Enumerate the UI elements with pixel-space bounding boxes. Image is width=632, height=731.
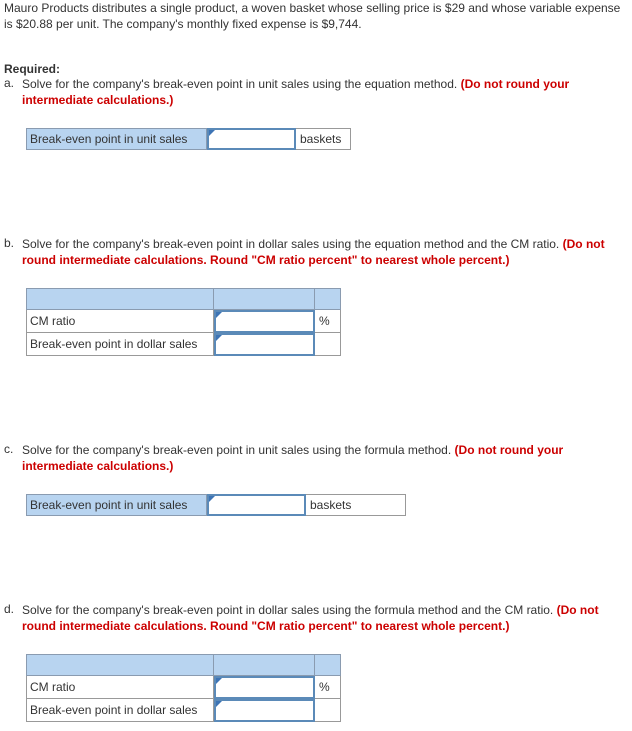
part-b-header-cell	[315, 288, 341, 310]
part-a-question	[4, 76, 624, 110]
part-a-row-label: Break-even point in unit sales	[26, 128, 207, 150]
part-d-text	[22, 602, 628, 634]
part-b-cm-ratio-label: CM ratio	[26, 310, 214, 333]
part-d-cm-ratio-label: CM ratio	[26, 676, 214, 699]
required-heading: Required:	[4, 62, 61, 76]
part-c-answer-table	[26, 494, 406, 516]
part-d-note: (Do not round intermediate calculations. Round "CM ratio percent" to nearest whole percent.)	[22, 603, 599, 633]
part-b-header-cell	[26, 288, 214, 310]
part-c-text	[22, 442, 622, 474]
part-b-note: (Do not round intermediate calculations. Round "CM ratio percent" to nearest whole percent.)	[22, 237, 605, 267]
part-d-dollar-sales-cell[interactable]	[214, 699, 315, 722]
part-a-text	[22, 76, 622, 108]
part-c-row-label: Break-even point in unit sales	[26, 494, 207, 516]
part-b-percent-label: %	[315, 310, 341, 333]
part-d-header-cell	[26, 654, 214, 676]
part-c-unit-sales-input[interactable]	[209, 496, 304, 514]
part-b-dollar-sales-row	[26, 333, 341, 356]
part-b-letter: b.	[4, 236, 15, 250]
part-c-instruction: Solve for the company's break-even point in unit sales using the formula method.	[22, 443, 452, 457]
part-a-unit-sales-input[interactable]	[209, 130, 294, 148]
part-d-dollar-sales-label: Break-even point in dollar sales	[26, 699, 214, 722]
part-d-percent-label: %	[315, 676, 341, 699]
part-a-instruction: Solve for the company's break-even point in unit sales using the equation method.	[22, 77, 458, 91]
part-c-letter: c.	[4, 442, 14, 456]
part-a-note: (Do not round your intermediate calculations.)	[22, 77, 570, 107]
part-b-header-cell	[214, 288, 315, 310]
part-c-input-cell[interactable]	[207, 494, 306, 516]
part-b-answer-table	[26, 288, 341, 356]
part-c-unit-label: baskets	[306, 494, 406, 516]
part-d-cm-ratio-row	[26, 676, 341, 699]
part-a-input-cell[interactable]	[207, 128, 296, 150]
part-d-dollar-sales-input[interactable]	[216, 701, 313, 720]
part-d-dollar-sales-row	[26, 699, 341, 722]
part-d-empty-unit-cell	[315, 699, 341, 722]
part-d-header-cell	[214, 654, 315, 676]
part-d-answer-table	[26, 654, 341, 722]
part-c-note: (Do not round your intermediate calculations.)	[22, 443, 564, 473]
part-d-question	[4, 602, 630, 636]
part-b-dollar-sales-input[interactable]	[216, 335, 313, 354]
part-a-answer-table	[26, 128, 351, 150]
part-b-dollar-sales-cell[interactable]	[214, 333, 315, 356]
part-d-cm-ratio-cell[interactable]	[214, 676, 315, 699]
part-b-cm-ratio-cell[interactable]	[214, 310, 315, 333]
part-b-header-row	[26, 288, 341, 310]
part-a-letter: a.	[4, 76, 15, 90]
part-b-question	[4, 236, 628, 270]
part-c-question	[4, 442, 624, 476]
part-b-text	[22, 236, 626, 268]
part-b-dollar-sales-label: Break-even point in dollar sales	[26, 333, 214, 356]
part-b-cm-ratio-input[interactable]	[216, 312, 313, 331]
part-d-letter: d.	[4, 602, 15, 616]
part-b-empty-unit-cell	[315, 333, 341, 356]
problem-intro: Mauro Products distributes a single product, a woven basket whose selling price is $29 and whose variable expense is $20.88 per unit. The company's monthly fixed expense is $9,744.	[4, 1, 621, 31]
part-b-cm-ratio-row	[26, 310, 341, 333]
part-b-instruction: Solve for the company's break-even point in dollar sales using the equation method and the CM ratio.	[22, 237, 560, 251]
part-d-instruction: Solve for the company's break-even point in dollar sales using the formula method and the CM ratio.	[22, 603, 554, 617]
part-a-unit-label: baskets	[296, 128, 351, 150]
part-d-cm-ratio-input[interactable]	[216, 678, 313, 697]
part-d-header-row	[26, 654, 341, 676]
part-d-header-cell	[315, 654, 341, 676]
